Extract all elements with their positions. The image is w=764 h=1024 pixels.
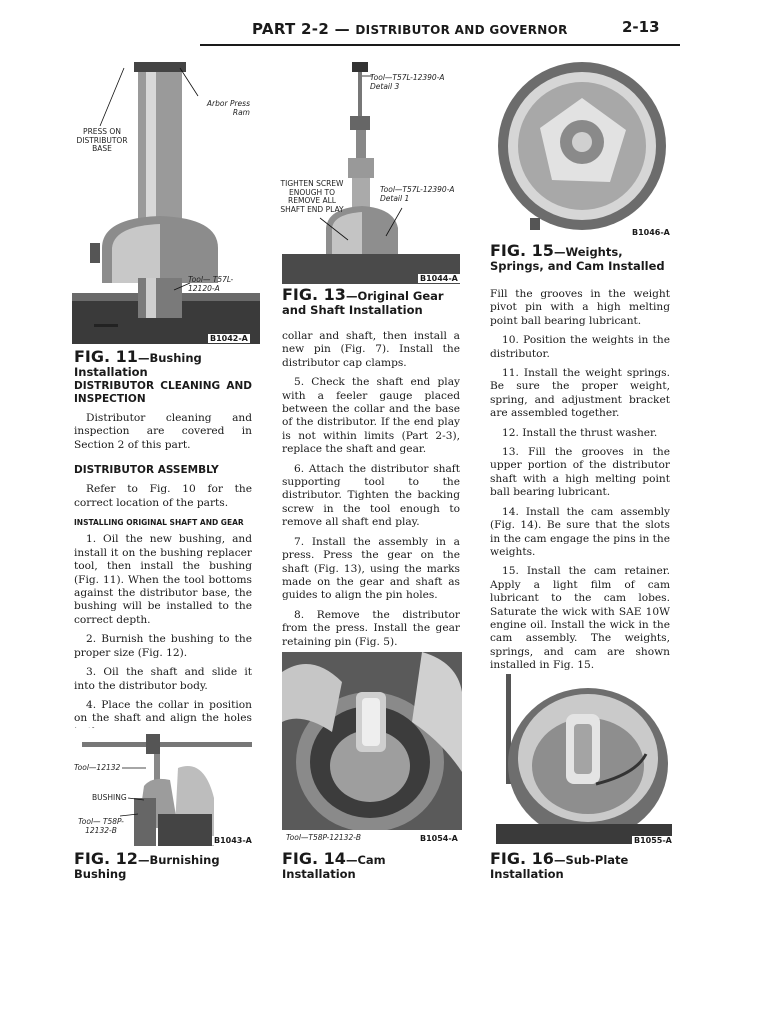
fig16-caption: FIG. 16—Sub-Plate Installation <box>490 849 629 881</box>
step-4: 4. Place the collar in position on the shaft and align the holes <box>74 698 252 725</box>
page-number: 2-13 <box>622 18 660 36</box>
fig16-code: B1055-A <box>634 836 672 845</box>
step-1: 1. Oil the new bushing, and install it on the bushing replacer tool, then install the bushing (Fig. 11). When the tool bottoms against the distributor base, the bushing will be installed to the correct depth. <box>74 533 252 626</box>
fig13-label-tool-mid: Tool—T57L-12390-A Detail 1 <box>380 185 455 203</box>
fig11-caption: FIG. 11—Bushing Installation <box>74 347 202 379</box>
fig11-label-base: PRESS ON DISTRIBUTOR BASE <box>76 127 128 153</box>
step-11: 11. Install the weight springs. Be sure the proper weight, spring, and adjustment bracket are assembled together. <box>490 367 670 420</box>
step-2: 2. Burnish the bushing to the proper size (Fig. 12). <box>74 633 252 659</box>
fig13-number: FIG. 13 <box>282 285 346 304</box>
fig16-photo <box>496 674 672 844</box>
para-continued: collar and shaft, then install a new pin (Fig. 7). Install the distributor cap clamps. <box>282 330 460 369</box>
step-3: 3. Oil the shaft and slide it into the distributor body. <box>74 666 252 692</box>
fig12-caption: FIG. 12—Burnishing Bushing <box>74 849 220 881</box>
fig14-title: Cam Installation <box>282 853 386 881</box>
fig12-number: FIG. 12 <box>74 849 138 868</box>
fig13-caption: FIG. 13—Original Gear and Shaft Installation <box>282 285 444 317</box>
fig13-label-tighten: TIGHTEN SCREW ENOUGH TO REMOVE ALL SHAFT END PLAY <box>280 179 344 214</box>
column-3-text <box>490 288 670 698</box>
fig13-photo <box>282 58 460 284</box>
fig15-title: Weights, Springs, and Cam Installed <box>490 245 665 273</box>
step-15: 15. Install the cam retainer. Apply a light film of cam lubricant to the cam lobes. Saturate the wick with SAE 10W engine oil. Install the wick in the cam assembly. The weights, springs, and cam are shown installed in Fig. 15. <box>490 565 670 672</box>
fig12-code: B1043-A <box>214 836 252 845</box>
step-8: 8. Remove the distributor from the press. Install the gear retaining pin (Fig. 5). <box>282 608 460 648</box>
fig14-label-tool: Tool—T58P-12132-B <box>286 833 362 842</box>
step-7: 7. Install the assembly in a press. Press the gear on the shaft (Fig. 13), using the marks made on the gear and shaft as guides to align the pin holes. <box>282 535 460 602</box>
fig13-code: B1044-A <box>420 274 458 283</box>
heading-installing: INSTALLING ORIGINAL SHAFT AND GEAR <box>74 518 244 528</box>
fig15-number: FIG. 15 <box>490 241 554 260</box>
header-title: PART 2-2 — DISTRIBUTOR AND GOVERNOR <box>252 20 568 38</box>
fig12-title: Burnishing Bushing <box>74 853 220 881</box>
header-section-title: DISTRIBUTOR AND GOVERNOR <box>355 23 568 37</box>
para-cleaning: Distributor cleaning and inspection are covered in Section 2 of this part. <box>74 412 252 451</box>
fig11-code: B1042-A <box>210 334 248 343</box>
fig15-caption: FIG. 15—Weights, Springs, and Cam Installed <box>490 241 665 273</box>
fig14-photo <box>282 652 462 844</box>
fig11-label-tool: Tool— T57L-12120-A <box>188 275 234 293</box>
fig14-number: FIG. 14 <box>282 849 346 868</box>
fig16-title: Sub-Plate Installation <box>490 853 629 881</box>
fig11-number: FIG. 11 <box>74 347 138 366</box>
fig15-code: B1046-A <box>632 228 670 237</box>
step-5: 5. Check the shaft end play with a feeler gauge placed between the collar and the base of the distributor. If the end play is not within limits (Part 2-3), replace the shaft and gear. <box>282 376 460 456</box>
para-fill: Fill the grooves in the weight pivot pin with a high melting point ball bearing lubricant. <box>490 288 670 327</box>
heading-cleaning: DISTRIBUTOR CLEANING AND INSPECTION <box>74 380 252 405</box>
fig12-label-tool1: Tool—12132 <box>74 763 121 772</box>
fig16-number: FIG. 16 <box>490 849 554 868</box>
para-refer: Refer to Fig. 10 for the correct location of the parts. <box>74 483 252 509</box>
step-12: 12. Install the thrust washer. <box>502 426 658 439</box>
step-10: 10. Position the weights in the distributor. <box>490 334 670 360</box>
fig11-label-ram: Arbor Press Ram <box>206 99 250 117</box>
fig14-code: B1054-A <box>420 834 458 843</box>
fig13-title: Original Gear and Shaft Installation <box>282 289 444 317</box>
step-6: 6. Attach the distributor shaft supporting tool to the distributor. Tighten the backing screw in the tool enough to remove all shaft end play. <box>282 462 460 529</box>
column-1-text <box>74 380 252 745</box>
fig14-caption: FIG. 14—Cam Installation <box>282 849 386 881</box>
fig13-label-tool-top: Tool—T57L-12390-A Detail 3 <box>370 73 445 91</box>
step-14: 14. Install the cam assembly (Fig. 14). Be sure that the slots in the cam engage the pins in the weights. <box>490 505 671 558</box>
heading-assembly: DISTRIBUTOR ASSEMBLY <box>74 464 219 477</box>
step-13: 13. Fill the grooves in the upper portion of the distributor shaft with a high melting point ball bearing lubricant. <box>490 446 670 499</box>
fig12-label-bushing: BUSHING <box>92 793 127 802</box>
fig12-label-tool2: Tool— T58P-12132-B <box>78 817 124 835</box>
header-rule <box>200 44 680 46</box>
fig11-title: Bushing Installation <box>74 351 202 379</box>
page-header <box>200 18 680 44</box>
column-2-text <box>282 330 460 688</box>
header-part: PART 2-2 <box>252 20 330 38</box>
fig15-photo <box>490 58 672 240</box>
